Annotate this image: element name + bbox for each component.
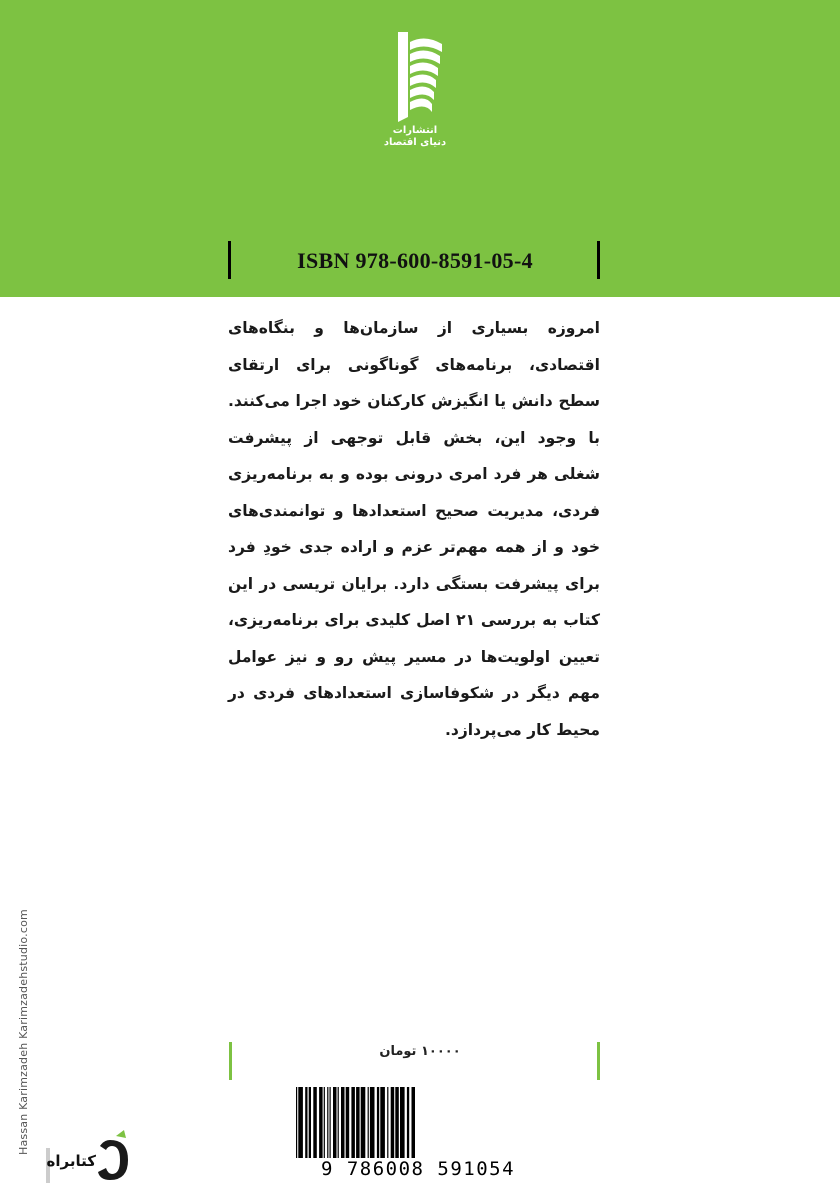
barcode-bar: [351, 1087, 355, 1159]
price-divider-right: [597, 1042, 600, 1080]
barcode-bar: [370, 1087, 375, 1159]
barcode-bar: [305, 1087, 307, 1159]
barcode-bar: [380, 1087, 385, 1159]
price-divider-left: [229, 1042, 232, 1080]
barcode-bar: [361, 1087, 366, 1159]
barcode-bar: [327, 1087, 328, 1159]
barcode-bar: [313, 1087, 317, 1159]
barcode-bar: [368, 1087, 369, 1159]
barcode-bar: [298, 1087, 303, 1159]
ketabrah-watermark: کتابراه: [46, 1152, 96, 1170]
barcode-bar: [395, 1087, 399, 1159]
barcode-bar: [338, 1087, 339, 1159]
isbn-divider-left: [228, 241, 231, 279]
barcode-bar: [309, 1087, 311, 1159]
publisher-name-line2: دنیای اقتصاد: [383, 137, 447, 148]
isbn-number: ISBN 978-600-8591-05-4: [297, 248, 533, 273]
book-description: امروزه بسیاری از سازمان‌ها و بنگاه‌های اقتصادی، برنامه‌های گوناگونی برای ارتقای سطح دانش یا انگیزش کارکنان خود اجرا می‌کنند. با وجود این، بخش قابل توجهی از پیشرفت شغلی هر فرد امری درونی بوده و به برنامه‌ریزی فردی، مدیریت صحیح استعدادها و توانمندی‌های خود و از همه مهم‌تر عزم و اراده جدی خودِ فرد برای پیشرفت بستگی دارد. برایان تریسی در این کتاب به بررسی ۲۱ اصل کلیدی برای برنامه‌ریزی، تعیین اولویت‌ها در مسیر پیش رو و نیز عوامل مهم دیگر در شکوفاسازی استعدادهای فردی در محیط کار می‌پردازد.: [228, 319, 600, 739]
barcode-digits: 9 786008 591054: [292, 1158, 544, 1180]
barcode-bar: [356, 1087, 360, 1159]
designer-credit-text: Hassan Karimzadeh Karimzadehstudio.com: [17, 909, 30, 1155]
barcode-bar: [330, 1087, 331, 1159]
barcode-bar: [387, 1087, 388, 1159]
barcode-bar: [296, 1087, 297, 1159]
barcode-bar: [377, 1087, 379, 1159]
designer-credit: [17, 875, 47, 1155]
barcode-bars: [290, 1087, 546, 1159]
isbn-divider-right: [597, 241, 600, 279]
price-label: ۱۰۰۰۰ تومان: [379, 1044, 461, 1059]
barcode-bar: [341, 1087, 345, 1159]
publisher-name: [360, 125, 470, 149]
barcode-bar: [391, 1087, 395, 1159]
barcode-bar: [407, 1087, 409, 1159]
publisher-name-line1: انتشارات: [392, 125, 438, 136]
barcode-bar: [346, 1087, 350, 1159]
barcode-bar: [319, 1087, 323, 1159]
barcode-bar: [400, 1087, 405, 1159]
barcode-bar: [324, 1087, 325, 1159]
barcode-bar: [412, 1087, 416, 1159]
barcode-bar: [333, 1087, 337, 1159]
